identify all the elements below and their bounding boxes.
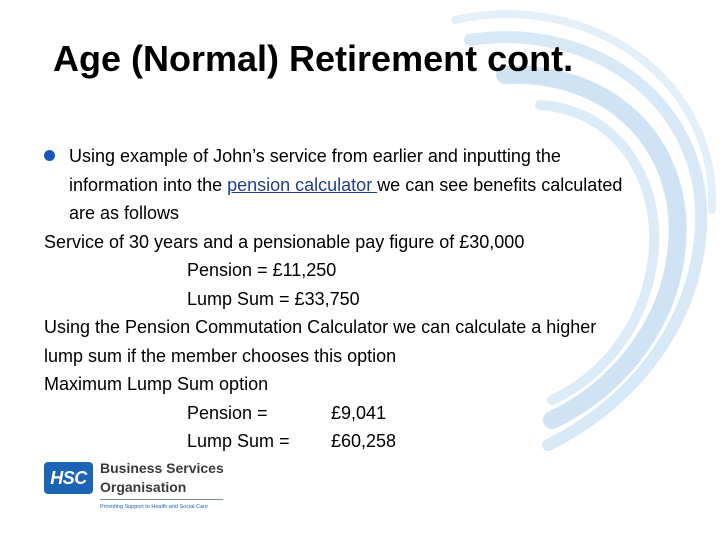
max-lump-sum-row [44, 427, 704, 456]
logo-tagline: Providing Support to Health and Social Care [100, 504, 208, 510]
slide-title: Age (Normal) Retirement cont. [53, 38, 574, 79]
logo-line-2: Organisation [100, 479, 187, 495]
service-line: Service of 30 years and a pensionable pay figure of £30,000 [44, 231, 525, 252]
commutation-line-2: lump sum if the member chooses this option [44, 345, 397, 366]
max-pension-label: Pension = [187, 402, 268, 423]
hsc-logo-icon: HSC [44, 462, 93, 494]
lump-sum-line: Lump Sum = £33,750 [187, 288, 360, 309]
max-pension-row [44, 399, 704, 428]
bullet-line-3: are as follows [69, 203, 180, 223]
bullet-line-2-post: we can see benefits calculated [377, 174, 623, 195]
hsc-bso-logo [44, 458, 234, 518]
pension-calculator-link[interactable]: pension calculator [227, 174, 378, 195]
logo-divider [100, 499, 223, 500]
max-pension-value: £9,041 [331, 402, 387, 423]
bullet-line-2-pre: information into the [69, 174, 228, 195]
max-option-heading: Maximum Lump Sum option [44, 374, 269, 394]
bullet-dot-icon [44, 150, 55, 161]
commutation-line-1: Using the Pension Commutation Calculator we can calculate a higher [44, 317, 597, 337]
max-lump-sum-value: £60,258 [331, 431, 397, 451]
bullet-line-2 [69, 171, 704, 200]
max-lump-sum-label: Lump Sum = [187, 431, 290, 451]
pension-line: Pension = £11,250 [187, 260, 337, 280]
slide-body [44, 142, 704, 456]
bullet-paragraph [44, 142, 704, 228]
logo-line-1: Business Services [100, 460, 224, 476]
bullet-line-1: Using example of John’s service from earlier and inputting the [69, 146, 561, 166]
